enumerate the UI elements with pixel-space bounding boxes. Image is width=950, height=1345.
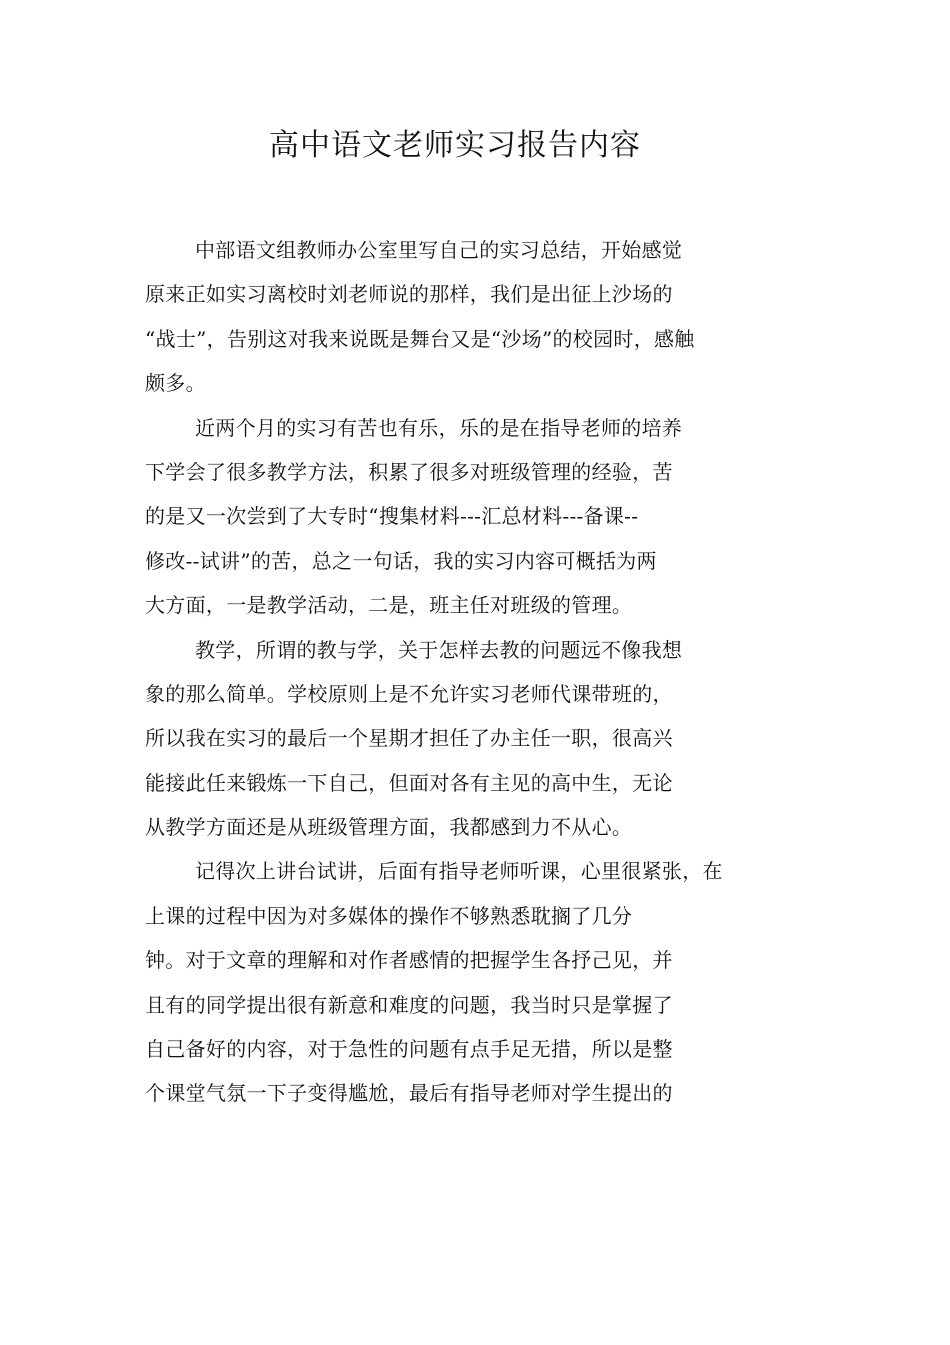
body-line: 象的那么简单。学校原则上是不允许实习老师代课带班的， — [145, 681, 673, 706]
body-line: 原来正如实习离校时刘老师说的那样，我们是出征上沙场的 — [145, 282, 673, 307]
body-line: 所以我在实习的最后一个星期才担任了办主任一职，很高兴 — [145, 726, 673, 751]
body-line: 修改--试讲”的苦，总之一句话，我的实习内容可概括为两 — [145, 548, 657, 573]
body-line: 中部语文组教师办公室里写自己的实习总结，开始感觉 — [195, 238, 683, 262]
body-line: 颇多。 — [145, 371, 206, 396]
body-line: 钟。对于文章的理解和对作者感情的把握学生各抒己见，并 — [145, 948, 673, 973]
body-line: 大方面，一是教学活动，二是，班主任对班级的管理。 — [145, 593, 633, 618]
body-line: 近两个月的实习有苦也有乐，乐的是在指导老师的培养 — [195, 415, 683, 440]
body-line: 的是又一次尝到了大专时“搜集材料---汇总材料---备课-- — [145, 504, 639, 529]
document-body — [145, 228, 845, 1116]
body-line: 记得次上讲台试讲，后面有指导老师听课，心里很紧张，在 — [195, 859, 723, 884]
document-title: 高中语文老师实习报告内容 — [269, 128, 641, 163]
body-line: “战士”，告别这对我来说既是舞台又是“沙场”的校园时，感触 — [145, 326, 695, 351]
body-line: 从教学方面还是从班级管理方面，我都感到力不从心。 — [145, 815, 633, 840]
body-line: 下学会了很多教学方法，积累了很多对班级管理的经验，苦 — [145, 459, 673, 484]
body-line: 且有的同学提出很有新意和难度的问题，我当时只是掌握了 — [145, 992, 673, 1017]
body-line: 自己备好的内容，对于急性的问题有点手足无措，所以是整 — [145, 1037, 673, 1062]
body-line: 教学，所谓的教与学，关于怎样去教的问题远不像我想 — [195, 637, 683, 662]
body-line: 个课堂气氛一下子变得尴尬，最后有指导老师对学生提出的 — [145, 1081, 673, 1106]
body-line: 上课的过程中因为对多媒体的操作不够熟悉耽搁了几分 — [145, 903, 633, 928]
body-line: 能接此任来锻炼一下自己，但面对各有主见的高中生，无论 — [145, 770, 673, 795]
